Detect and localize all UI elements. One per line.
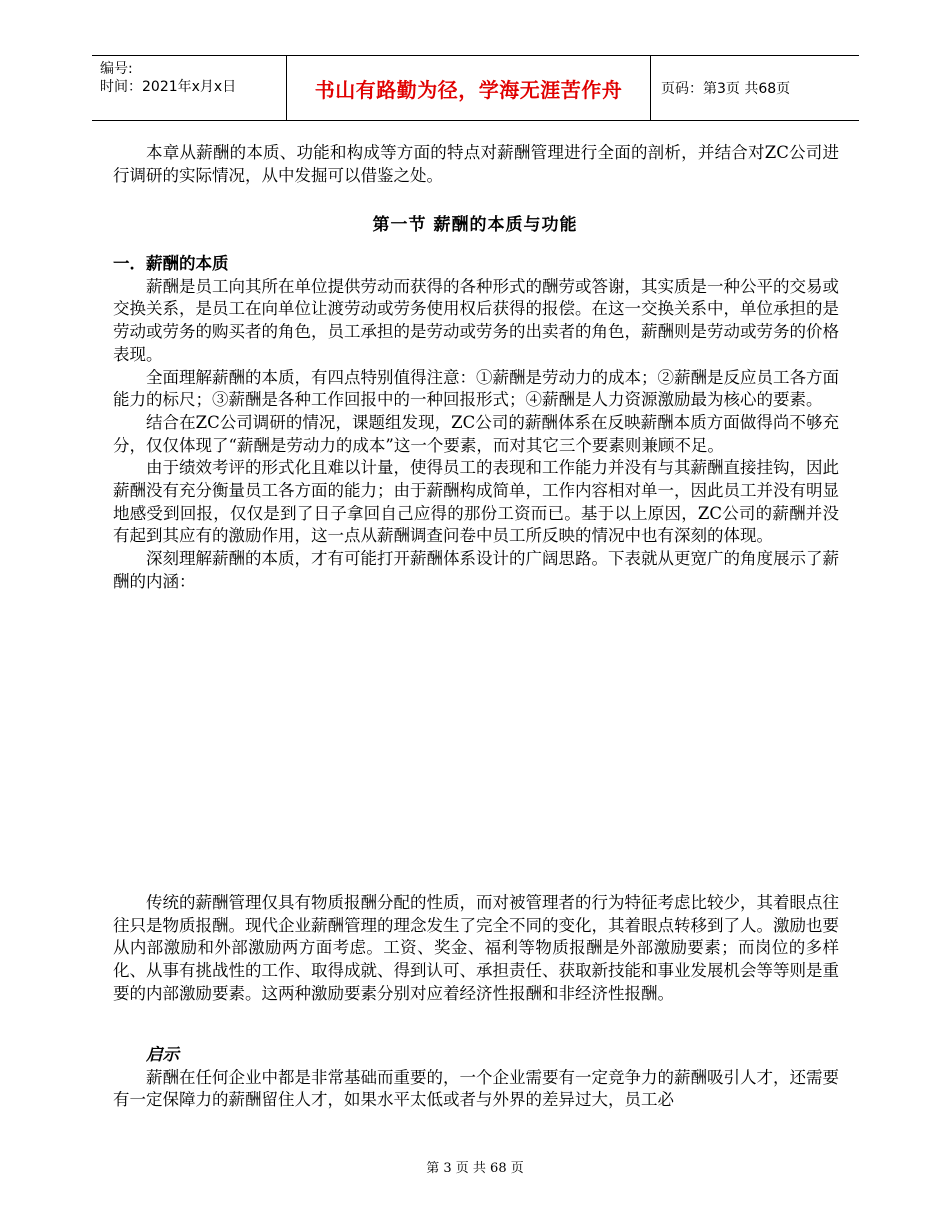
paragraph: 结合在ZC公司调研的情况，课题组发现，ZC公司的薪酬体系在反映薪酬本质方面做得尚不够充分，仅仅体现了“薪酬是劳动力的成本”这一个要素，而对其它三个要素则兼顾不足。 — [113, 412, 839, 455]
intro-paragraph: 本章从薪酬的本质、功能和构成等方面的特点对薪酬管理进行全面的剖析，并结合对ZC公司进行调研的实际情况，从中发掘可以借鉴之处。 — [113, 143, 839, 185]
intro-block — [113, 142, 839, 187]
header-meta — [92, 56, 286, 120]
paragraph: 薪酬是员工向其所在单位提供劳动而获得的各种形式的酬劳或答谢，其实质是一种公平的交易或交换关系，是员工在向单位让渡劳动或劳务使用权后获得的报偿。在这一交换关系中，单位承担的是劳动或劳务的购买者的角色，员工承担的是劳动或劳务的出卖者的角色，薪酬则是劳动或劳务的价格表现。 — [113, 276, 839, 364]
paragraph: 由于绩效考评的形式化且难以计量，使得员工的表现和工作能力并没有与其薪酬直接挂钩，因此薪酬没有充分衡量员工各方面的能力；由于薪酬构成简单，工作内容相对单一，因此员工并没有明显地感受到回报，仅仅是到了日子拿回自己应得的那份工资而已。基于以上原因，ZC公司的薪酬并没有起到其应有的激励作用，这一点从薪酬调查问卷中员工所反映的情况中也有深刻的体现。 — [113, 458, 839, 546]
document-number-label: 编号: — [100, 61, 133, 77]
insight-heading: 启示 — [146, 1045, 179, 1064]
header-motto: 书山有路勤为径，学海无涯苦作舟 — [314, 77, 623, 102]
section-title: 第一节 薪酬的本质与功能 — [372, 215, 578, 235]
modern-management-block — [113, 892, 839, 1006]
subsection-heading: 一．薪酬的本质 — [113, 254, 229, 273]
insight-section — [113, 1044, 839, 1112]
header-motto-cell — [286, 56, 651, 120]
document-time-label: 时间：2021年x月x日 — [100, 79, 237, 95]
paragraph: 传统的薪酬管理仅具有物质报酬分配的性质，而对被管理者的行为特征考虑比较少，其着眼点往往只是物质报酬。现代企业薪酬管理的理念发生了完全不同的变化，其着眼点转移到了人。激励也要从内部激励和外部激励两方面考虑。工资、奖金、福利等物质报酬是外部激励要素；而岗位的多样化、从事有挑战性的工作、取得成就、得到认可、承担责任、获取新技能和事业发展机会等等则是重要的内部激励要素。这两种激励要素分别对应着经济性报酬和非经济性报酬。 — [113, 893, 839, 1003]
paragraph: 全面理解薪酬的本质，有四点特别值得注意：①薪酬是劳动力的成本；②薪酬是反应员工各方面能力的标尺；③薪酬是各种工作回报中的一种回报形式；④薪酬是人力资源激励最为核心的要素。 — [113, 367, 839, 410]
paragraph: 深刻理解薪酬的本质，才有可能打开薪酬体系设计的广阔思路。下表就从更宽广的角度展示了薪酬的内涵： — [113, 549, 839, 591]
insight-paragraph: 薪酬在任何企业中都是非常基础而重要的，一个企业需要有一定竞争力的薪酬吸引人才，还需要有一定保障力的薪酬留住人才，如果水平太低或者与外界的差异过大，员工必 — [113, 1067, 839, 1110]
page-header — [92, 55, 859, 121]
header-page-info: 页码：第3页 共68页 — [661, 81, 791, 97]
page-footer: 第 3 页 共 68 页 — [426, 1161, 524, 1176]
essence-section — [113, 253, 839, 594]
